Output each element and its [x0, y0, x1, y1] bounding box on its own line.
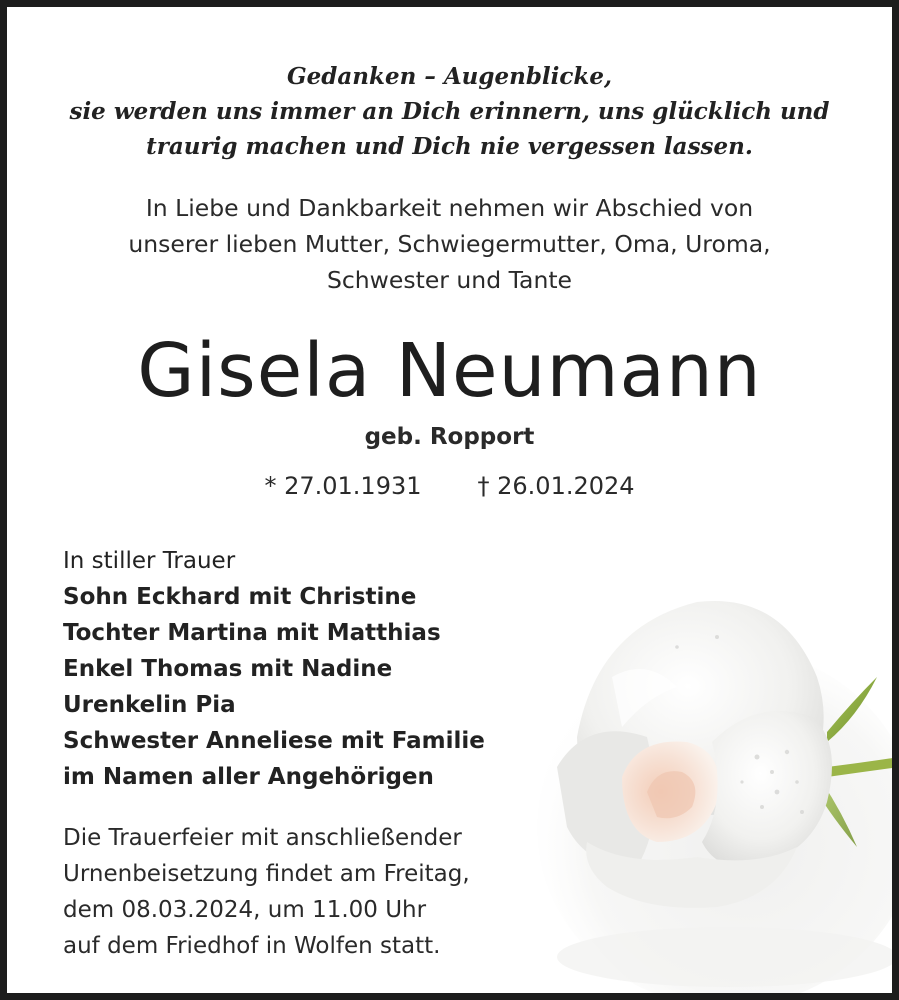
service-line: dem 08.03.2024, um 11.00 Uhr	[63, 897, 427, 923]
mourner-name: Urenkelin Pia	[63, 692, 236, 718]
death-date: † 26.01.2024	[477, 472, 635, 500]
intro-line: In Liebe und Dankbarkeit nehmen wir Abschied von	[145, 194, 754, 222]
service-line: Urnenbeisetzung findet am Freitag,	[63, 861, 470, 887]
mourner-name: im Namen aller Angehörigen	[63, 764, 434, 790]
mourner-name: Sohn Eckhard mit Christine	[63, 584, 417, 610]
farewell-intro	[7, 190, 892, 298]
service-line: Die Trauerfeier mit anschließender	[63, 825, 462, 851]
mourner-name: Tochter Martina mit Matthias	[63, 620, 441, 646]
memorial-verse	[7, 59, 892, 164]
verse-line: traurig machen und Dich nie vergessen lassen.	[146, 133, 753, 160]
service-line: auf dem Friedhof in Wolfen statt.	[63, 933, 441, 959]
white-rose-image	[527, 567, 899, 997]
deceased-name: Gisela Neumann	[137, 328, 762, 414]
intro-line: Schwester und Tante	[326, 266, 573, 294]
mourner-name: Enkel Thomas mit Nadine	[63, 656, 393, 682]
funeral-service-info	[63, 820, 470, 964]
life-dates	[7, 469, 892, 503]
verse-line: sie werden uns immer an Dich erinnern, uns glücklich und	[69, 98, 830, 125]
birth-date: * 27.01.1931	[264, 472, 422, 500]
intro-line: unserer lieben Mutter, Schwiegermutter, Oma, Uroma,	[128, 230, 771, 258]
mourners-heading: In stiller Trauer	[63, 548, 236, 574]
verse-line: Gedanken – Augenblicke,	[287, 63, 612, 90]
mourner-name: Schwester Anneliese mit Familie	[63, 728, 485, 754]
maiden-name: geb. Ropport	[364, 424, 535, 450]
mourners-list	[63, 543, 485, 795]
